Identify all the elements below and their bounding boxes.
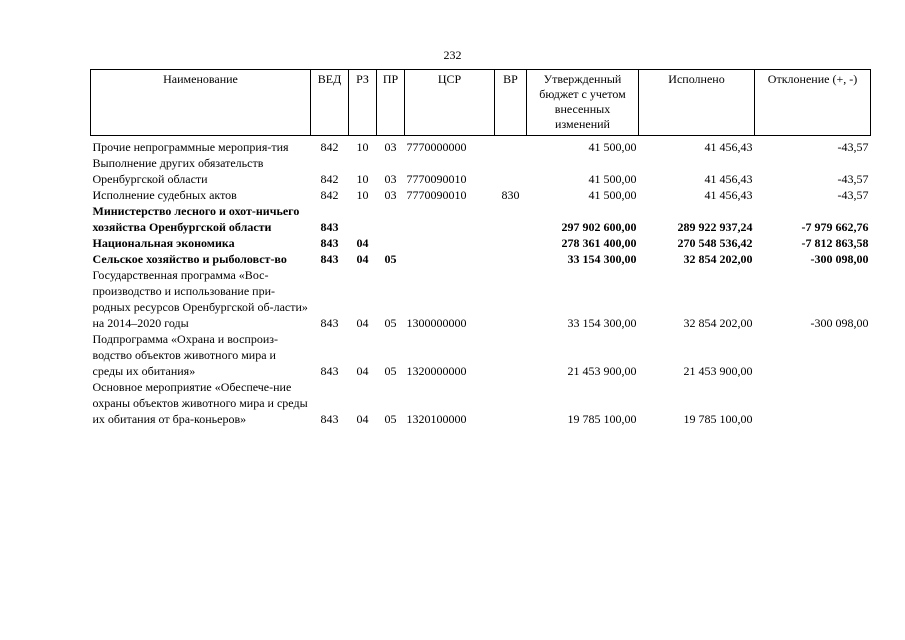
- cell-deviation: -300 098,00: [810, 252, 869, 266]
- cell-csr: 1300000000: [406, 316, 467, 330]
- cell-vr: [495, 155, 527, 187]
- header-budget: Утвержденный бюджет с учетом внесенных изменений: [527, 70, 639, 136]
- cell-executed: 19 785 100,00: [683, 412, 753, 426]
- cell-ved: 843: [320, 236, 339, 250]
- cell-pr: 05: [384, 364, 397, 378]
- cell-executed: 21 453 900,00: [683, 364, 753, 378]
- cell-name: Министерство лесного и охот-ничьего хозяйства Оренбургской области: [92, 204, 300, 234]
- budget-table: [90, 69, 871, 427]
- cell-vr: 830: [501, 188, 520, 202]
- cell-name: Сельское хозяйство и рыболовст-во: [92, 252, 287, 266]
- table-row: [91, 235, 871, 251]
- table-row: [91, 155, 871, 187]
- cell-name: Национальная экономика: [92, 236, 235, 250]
- cell-pr: 03: [384, 188, 397, 202]
- cell-rz: 10: [356, 188, 369, 202]
- cell-pr: 03: [384, 172, 397, 186]
- cell-deviation: -43,57: [837, 140, 869, 154]
- cell-budget: 41 500,00: [588, 140, 637, 154]
- table-body: [91, 136, 871, 428]
- table-row: [91, 187, 871, 203]
- cell-pr: [377, 235, 405, 251]
- cell-budget: 21 453 900,00: [567, 364, 637, 378]
- header-rz: РЗ: [349, 70, 377, 136]
- header-pr: ПР: [377, 70, 405, 136]
- cell-deviation: -43,57: [837, 172, 869, 186]
- cell-budget: 33 154 300,00: [567, 252, 637, 266]
- header-deviation: Отклонение (+, -): [755, 70, 871, 136]
- cell-csr: [405, 203, 495, 235]
- header-executed: Исполнено: [639, 70, 755, 136]
- cell-csr: 7770000000: [406, 140, 467, 154]
- cell-budget: 297 902 600,00: [561, 220, 637, 234]
- cell-deviation: -43,57: [837, 188, 869, 202]
- cell-vr: [495, 331, 527, 379]
- cell-name: Основное мероприятие «Обеспече-ние охраны объектов животного мира и среды их обитания от бра-коньеров»: [92, 380, 308, 426]
- cell-csr: [405, 251, 495, 267]
- cell-name: Подпрограмма «Охрана и воспроиз-водство объектов животного мира и среды их обитания»: [92, 332, 278, 378]
- cell-rz: [349, 203, 377, 235]
- cell-deviation: -300 098,00: [810, 316, 869, 330]
- header-csr: ЦСР: [405, 70, 495, 136]
- cell-budget: 278 361 400,00: [561, 236, 637, 250]
- header-ved: ВЕД: [311, 70, 349, 136]
- cell-budget: 41 500,00: [588, 188, 637, 202]
- cell-pr: 03: [384, 140, 397, 154]
- cell-name: Выполнение других обязательств Оренбургской области: [92, 156, 264, 186]
- cell-csr: 1320100000: [406, 412, 467, 426]
- cell-rz: 10: [356, 172, 369, 186]
- cell-pr: 05: [384, 316, 397, 330]
- cell-budget: 33 154 300,00: [567, 316, 637, 330]
- cell-pr: [377, 203, 405, 235]
- cell-name: Прочие непрограммные мероприя-тия: [92, 140, 289, 154]
- header-name: Наименование: [91, 70, 311, 136]
- cell-executed: 32 854 202,00: [683, 316, 753, 330]
- cell-rz: 04: [356, 236, 369, 250]
- cell-pr: 05: [384, 412, 397, 426]
- cell-deviation: [755, 379, 871, 427]
- cell-ved: 842: [320, 172, 339, 186]
- cell-executed: 41 456,43: [704, 140, 753, 154]
- cell-csr: 7770090010: [406, 188, 467, 202]
- cell-csr: 1320000000: [406, 364, 467, 378]
- table-row: [91, 136, 871, 156]
- cell-executed: 32 854 202,00: [683, 252, 753, 266]
- cell-rz: 10: [356, 140, 369, 154]
- cell-csr: [405, 235, 495, 251]
- table-row: [91, 251, 871, 267]
- cell-executed: 289 922 937,24: [677, 220, 753, 234]
- cell-vr: [495, 267, 527, 331]
- cell-vr: [495, 235, 527, 251]
- cell-vr: [495, 136, 527, 156]
- cell-executed: 41 456,43: [704, 188, 753, 202]
- cell-budget: 19 785 100,00: [567, 412, 637, 426]
- table-row: [91, 267, 871, 331]
- table-row: [91, 203, 871, 235]
- cell-pr: 05: [384, 252, 397, 266]
- cell-vr: [495, 379, 527, 427]
- cell-rz: 04: [356, 252, 369, 266]
- table-row: [91, 331, 871, 379]
- cell-ved: 842: [320, 140, 339, 154]
- table-row: [91, 379, 871, 427]
- cell-vr: [495, 203, 527, 235]
- cell-vr: [495, 251, 527, 267]
- cell-rz: 04: [356, 412, 369, 426]
- cell-rz: 04: [356, 364, 369, 378]
- cell-csr: 7770090010: [406, 172, 467, 186]
- cell-ved: 843: [320, 412, 339, 426]
- table-header-row: [91, 70, 871, 136]
- cell-executed: 41 456,43: [704, 172, 753, 186]
- cell-deviation: [755, 331, 871, 379]
- header-vr: ВР: [495, 70, 527, 136]
- cell-deviation: -7 979 662,76: [801, 220, 869, 234]
- cell-ved: 843: [320, 364, 339, 378]
- cell-ved: 843: [320, 252, 339, 266]
- page-number: 232: [443, 48, 462, 62]
- cell-name: Исполнение судебных актов: [92, 188, 237, 202]
- cell-deviation: -7 812 863,58: [801, 236, 869, 250]
- cell-ved: 843: [320, 220, 339, 234]
- cell-rz: 04: [356, 316, 369, 330]
- cell-ved: 842: [320, 188, 339, 202]
- cell-name: Государственная программа «Вос-производство и использование при-родных ресурсов Оренбургской об-ласти» на 2014–2020 годы: [92, 268, 308, 330]
- cell-budget: 41 500,00: [588, 172, 637, 186]
- cell-executed: 270 548 536,42: [677, 236, 753, 250]
- cell-ved: 843: [320, 316, 339, 330]
